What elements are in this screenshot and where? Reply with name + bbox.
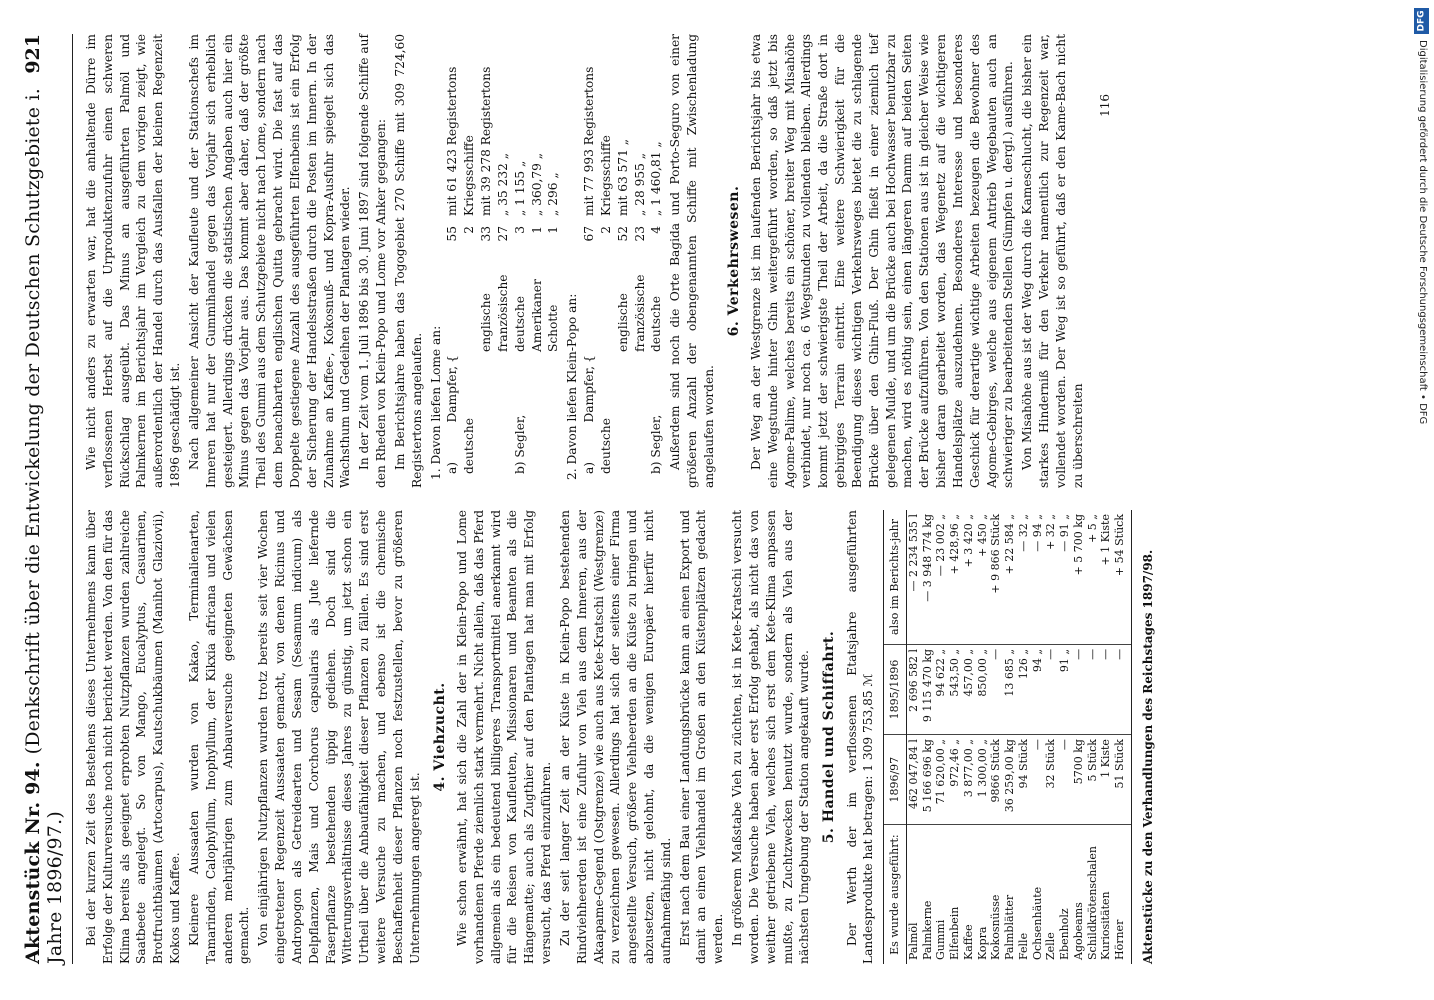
ship-row-n: 2 — [462, 226, 477, 234]
table-cell: 5 166 696 kg — [921, 735, 935, 825]
paragraph: Der Weg an der Westgrenze ist im laufenden Berichtsjahr bis etwa eine Wegstunde hinter Ghin weitergeführt worden, so daß jetzt bis Agome-Palime, welches bereits ein schöner, breiter Weg mit Misahöhe verbindet, nur noch ca. 6 Wegstunden zu vollenden bleiben. Allerdings kommt jetzt der schwierigste Theil der Arbeit, da die Straße dort in gebirgiges Terrain eintritt. Eine weitere Schwierigkeit für die Beendigung dieses wichtigen Verkehrsweges bietet die zu schlagende Brücke über den Ghin-Fluß. Der Ghin fließt in einer ziemlich tief gelegenen Mulde, und um die Brücke auch bei Hochwasser benutzbar zu machen, wird es nöthig sein, einen längeren Damm auf beiden Seiten der Brücke aufzuführen. Von den Stationen aus ist in gleicher Weise wie bisher daran gearbeitet worden, das Wegenetz auf die wichtigeren Handelsplätze auszudehnen. Besonderes Interesse und besonderes Geschick für derartige wichtige Arbeiten bezeugen die Bewohner des Agome-Gebirges, welche aus eigenem Antrieb Wegebauten auch an schwieriger zu bearbeitenden Stellen (Sümpfen u. dergl.) ausführen. — [748, 34, 1016, 488]
ship-row-nm — [598, 256, 615, 352]
signature-number: 116 — [1097, 94, 1112, 117]
table-cell: 9866 Stück — [989, 735, 1003, 825]
ship-rows — [444, 34, 511, 352]
table-cell: Elfenbein — [948, 906, 962, 960]
table-cell: Palmblätter — [1003, 894, 1017, 960]
ship-row-rest: mit 63 571 „ — [615, 138, 630, 216]
ship-row-nm — [581, 256, 598, 352]
table-cell: 13 685 „ — [1003, 644, 1017, 734]
table-cell: 2 696 582 l — [906, 644, 920, 734]
brace-icon: { — [445, 355, 460, 363]
ship-group — [648, 34, 665, 488]
table-cell: 543,50 „ — [948, 644, 962, 734]
ship-list-lome — [428, 34, 563, 488]
table-cell: + 5 700 kg — [1072, 510, 1086, 644]
table-cell: + 54 Stück — [1113, 510, 1131, 644]
dfg-logo-icon — [1414, 8, 1429, 34]
ship-group — [512, 34, 562, 488]
ship-row — [545, 34, 562, 352]
table-cell: — — [1086, 644, 1100, 734]
table-cell: 457,00 „ — [962, 644, 976, 734]
paragraph: Außerdem sind noch die Orte Bagida und Porto-Seguro von einer größeren Anzahl der obengenannten Schiffe mit Zwischenladung angelaufen worden. — [668, 34, 716, 488]
ship-row-n: 23 — [632, 226, 647, 242]
table-cell: — 94 „ — [1031, 510, 1045, 644]
table-row — [1072, 510, 1086, 964]
ship-row-rest: Kriegsschiffe — [598, 135, 613, 216]
ship-row-n: 27 — [495, 226, 510, 242]
table-cell: Ebenholz — [1058, 908, 1072, 960]
dfg-credit: Digitalisierung gefördert durch die Deutsche Forschungsgemeinschaft • DFG — [1417, 40, 1428, 425]
ship-row — [615, 34, 632, 352]
footnote: Aktenstücke zu den Verhandlungen des Reichstages 1897/98. — [1140, 549, 1155, 964]
table-cell: — — [1113, 644, 1131, 734]
table-row — [1017, 510, 1031, 964]
table-cell: 462 047,84 l — [906, 735, 920, 825]
table-cell: 71 620,00 „ — [934, 735, 948, 825]
export-table — [883, 510, 1132, 964]
table-row — [989, 510, 1003, 964]
ship-group — [581, 34, 648, 488]
table-cell: + 450 „ — [976, 510, 990, 644]
table-cell: — 23 002 „ — [934, 510, 948, 644]
ship-row — [648, 34, 665, 352]
table-cell: 91 „ — [1058, 644, 1072, 734]
ship-list-heading: 2. Davon liefen Klein-Popo an: — [565, 293, 580, 480]
ship-row-nm: deutsche — [649, 296, 664, 352]
paragraph: Von einjährigen Nutzpflanzen wurden trotz bereits seit vier Wochen eingetretener Regenzeit Aussaaten gemacht, von denen Ricinus und Andropogon als Getreidearten und Sesam (Sesamum indicum) als Delpflanzen, Mais und Corchorus capsularis als Jute liefernde Faserpflanze bestehenden üppig gediehen. Doch sind die Witterungsverhältnisse dieses Jahres zu günstig, um jetzt schon ein Urtheil über die Anbaufähigkeit dieser Pflanzen zu fällen. Es sind erst weitere Versuche zu machen, und ebenso ist die chemische Beschaffenheit dieser Pflanzen noch festzustellen, bevor zu größeren Unternehmungen angeregt ist. — [256, 510, 422, 964]
table-cell: 126 „ — [1017, 644, 1031, 734]
brace-icon — [512, 352, 562, 366]
dfg-strip — [1412, 8, 1432, 448]
table-cell: 1 300,00 „ — [976, 735, 990, 825]
ship-row — [512, 34, 529, 352]
table-cell: Kopra — [975, 926, 989, 960]
dfg-logo-text: DFG — [1416, 10, 1427, 32]
table-cell: 9 115 470 kg — [921, 644, 935, 734]
ship-row-nm: deutsche — [512, 296, 527, 352]
table-cell: 1 Kiste — [1099, 735, 1113, 825]
table-cell: + 1 Kiste — [1099, 510, 1113, 644]
document-number: Aktenstück Nr. 94. — [22, 761, 44, 964]
table-header: also im Berichts-jahr — [884, 510, 907, 644]
paragraph: Wie nicht anders zu erwarten war, hat die anhaltende Dürre im verflossenen Herbst auf die Urproduktenzufuhr einen schweren Rückschlag ausgeübt. Das Minus an ausgeführten Palmöl und Palmkernen im Berichtsjahr im Vergleich zu dem vorigen zeigt, wie außerordentlich der Handel durch das Ausfallen der kleinen Regenzeit 1896 geschädigt ist. — [84, 34, 183, 488]
table-row — [1044, 510, 1058, 964]
ship-rows — [581, 34, 648, 352]
section-heading-handel: 5. Handel und Schiffahrt. — [821, 630, 838, 844]
table-header: 1895/1896 — [884, 644, 907, 734]
paragraph: Der Werth der im verflossenen Etatsjahre ausgeführten Landesprodukte hat betragen: 1 309 753,85 ℳ — [844, 510, 876, 964]
ship-row-n: 1 — [546, 226, 561, 234]
ship-row-n: 4 — [649, 226, 664, 234]
table-cell: Zelle — [1044, 932, 1058, 960]
table-row — [948, 510, 962, 964]
paragraph: Kleinere Aussaaten wurden von Kakao, Terminalienarten, Tamarinden, Calophyllum, Inophyllum, der Kikxia africana und vielen anderen mehrjährigen zum Anbauversuche geeigneten Gewächsen gemacht. — [186, 510, 252, 964]
table-cell: Schildkrötenschalen — [1085, 846, 1099, 960]
ship-group-label: a) Dampfer, deutsche — [445, 366, 477, 474]
table-cell: — — [1031, 735, 1045, 825]
ship-group — [444, 34, 511, 488]
paragraph: Bei der kurzen Zeit des Bestehens dieses Unternehmens kann über Erfolge der Kulturversuche noch nicht berichtet werden. Von den für das Klima bereits als geeignet erprobten Nutzpflanzen wurden zahlreiche Saatbeete angelegt. So von Mango, Eucalyptus, Casuarinen, Brotfruchtbäumen (Artocarpus), Kautschukbäumen (Manihot Glaziovii), Kokos und Kaffee. — [84, 510, 183, 964]
table-cell: 3 877,00 „ — [962, 735, 976, 825]
table-cell: 51 Stück — [1113, 735, 1131, 825]
table-cell: Gummi — [934, 919, 948, 960]
ship-group-label: b) Segler, — [649, 414, 664, 474]
ship-row — [495, 34, 512, 352]
table-row — [906, 510, 920, 964]
ship-row-rest: „ 35 232 „ — [495, 152, 510, 216]
table-row — [1003, 510, 1017, 964]
table-cell: — 3 948 774 kg — [921, 510, 935, 644]
table-cell: + 22 584 „ — [1003, 510, 1017, 644]
ship-row — [529, 34, 546, 352]
ship-row-nm — [461, 256, 478, 352]
table-row — [962, 510, 976, 964]
table-header: Es wurde ausgeführt: — [884, 825, 907, 964]
ship-row-nm: französische — [632, 274, 647, 352]
table-cell: 5 Stück — [1086, 735, 1100, 825]
paragraph: In der Zeit vom 1. Juli 1896 bis 30. Juni 1897 sind folgende Schiffe auf den Rheden von Klein-Popo und Lome vor Anker gegangen: — [357, 34, 389, 488]
paragraph: Wie schon erwähnt, hat sich die Zahl der in Klein-Popo und Lome vorhandenen Pferde ziemlich stark vermehrt. Nicht allein, daß das Pferd allgemein als ein bedeutend billigeres Transportmittel anerkannt wird für die Reisen von Kaufleuten, Missionaren und Beamten als die Hängematte; auch als Zugthier auf den Plantagen hat man mit Erfolg versucht, das Pferd einzuführen. — [454, 510, 554, 964]
table-row — [1113, 510, 1131, 964]
table-row — [1099, 510, 1113, 964]
brace-icon — [648, 352, 665, 366]
ship-row-n: 3 — [512, 226, 527, 234]
ship-row-rest: „ 296 „ — [546, 172, 561, 216]
ship-row-n: 55 — [445, 226, 460, 242]
document-title: (Denkschrift über die Entwickelung der Deutschen Schutzgebiete i. Jahre 1896/97.) — [22, 88, 66, 964]
paragraph: Nach allgemeiner Ansicht der Kaufleute und der Stationschefs im Inneren hat nur der Gummihandel gegen das Vorjahr sich erheblich gesteigert. Allerdings drücken die statistischen Angaben auch hier ein Minus gegen das Vorjahr aus. Das kommt aber daher, daß der größte Theil des Gummi aus dem Schutzgebiete nicht nach Lome, sondern nach dem benachbarten englischen Quitta gebracht wird. Die fast auf das Doppelte gestiegene Anzahl des ausgeführten Elfenbeins ist ein Erfolg der Sicherung der Handelsstraßen durch die Posten im Innern. In der Zunahme an Kaffee-, Kokosnuß- und Kopra-Ausfuhr spiegelt sich das Wachsthum und Gedeihen der Plantagen wieder. — [186, 34, 353, 488]
table-row — [934, 510, 948, 964]
table-row — [1031, 510, 1045, 964]
table-cell: — — [989, 644, 1003, 734]
ship-row-n: 33 — [479, 226, 494, 242]
table-cell: 850,00 „ — [976, 644, 990, 734]
page-header — [22, 34, 73, 964]
table-cell: 5700 kg — [1072, 735, 1086, 825]
table-cell: + 5 „ — [1086, 510, 1100, 644]
ship-row-n: 67 — [582, 226, 597, 242]
table-row — [976, 510, 990, 964]
table-cell: — — [1044, 644, 1058, 734]
table-cell: 36 259,00 kg — [1003, 735, 1017, 825]
running-title — [22, 74, 66, 964]
table-cell: 94 Stück — [1017, 735, 1031, 825]
ship-row-rest: mit 61 423 Registertons — [445, 66, 460, 216]
document-page — [4, 4, 1424, 996]
ship-row — [478, 34, 495, 352]
ship-row — [632, 34, 649, 352]
ship-row — [598, 34, 615, 352]
paragraph: Erst nach dem Bau einer Landungsbrücke kann an einen Export und damit an einen Viehhandel im Großen an den Küstenplätzen gedacht werden. — [677, 510, 726, 964]
ship-row-rest: „ 1 155 „ — [512, 160, 527, 216]
paragraph: In größerem Maßstabe Vieh zu züchten, ist in Kete-Kratschi versucht worden. Die Versuche haben aber erst Erfolg gehabt, als nicht das von weither getriebene Vieh, welches sich erst dem Kete-Klima anpassen mußte, zu Zuchtzwecken benutzt wurde, sondern als Vieh aus der nächsten Umgebung der Station angekauft wurde. — [730, 510, 812, 964]
ship-row-rest: Kriegsschiffe — [462, 135, 477, 216]
ship-row-nm: Schotte — [546, 304, 561, 352]
ship-row-n: 2 — [598, 226, 613, 234]
table-cell: 972,46 „ — [948, 735, 962, 825]
table-cell: Palmkerne — [920, 900, 934, 960]
table-row — [1086, 510, 1100, 964]
table-cell: 94 „ — [1031, 644, 1045, 734]
ship-list-heading: 1. Davon liefen Lome an: — [428, 325, 443, 480]
table-cell: — 2 234 535 l — [906, 510, 920, 644]
ship-group-label: a) Dampfer, deutsche — [582, 366, 613, 474]
ship-row-n: 1 — [529, 226, 544, 234]
left-column — [83, 510, 1157, 964]
table-cell: — — [1072, 644, 1086, 734]
table-cell: — 91 „ — [1058, 510, 1072, 644]
table-cell: + 32 „ — [1044, 510, 1058, 644]
ship-row — [461, 34, 478, 352]
export-table-body — [906, 510, 1131, 964]
table-cell: + 428,96 „ — [948, 510, 962, 644]
ship-list-klein-popo — [564, 34, 665, 488]
table-row — [1058, 510, 1072, 964]
table-cell: Felle — [1016, 932, 1030, 960]
table-cell: Agobeams — [1071, 902, 1085, 960]
section-heading-viehzucht: 4. Viehzucht. — [431, 682, 448, 792]
table-cell: 94 622 „ — [934, 644, 948, 734]
table-cell: Palmöl — [906, 922, 920, 960]
ship-group-label: b) Segler, — [512, 414, 527, 474]
section-heading-verkehrswesen: 6. Verkehrswesen. — [725, 185, 742, 337]
table-cell: + 9 866 Stück — [989, 510, 1003, 644]
table-row — [921, 510, 935, 964]
table-cell: Kuriositäten — [1099, 891, 1113, 960]
ship-row — [581, 34, 598, 352]
ship-row-nm: französische — [495, 274, 510, 352]
ship-row — [444, 34, 461, 352]
ship-row-nm: englische — [615, 293, 630, 352]
table-cell: Ochsenhäute — [1030, 886, 1044, 960]
ship-row-nm: englische — [479, 293, 494, 352]
table-cell: — — [1099, 644, 1113, 734]
table-cell: — 32 „ — [1017, 510, 1031, 644]
brace-icon: { — [582, 355, 597, 363]
ship-rows — [648, 34, 665, 352]
table-cell: Kaffee — [961, 924, 975, 960]
paragraph: Zu der seit langer Zeit an der Küste in Klein-Popo bestehenden Rindviehheerden ist eine Zufuhr von Vieh aus dem Inneren, aus der Akaapame-Gegend (Ostgrenze) wie auch aus Kete-Kratschi (Westgrenze) zu verzeichnen gewesen. Allerdings hat sich der seitens einer Firma angestellte Versuch, größere Viehheerden an die Küste zu bringen und abzusetzen, nicht gelohnt, da die wenigen Europäer hierfür nicht aufnahmefähig sind. — [557, 510, 673, 964]
ship-row-rest: „ 1 460,81 „ — [649, 141, 664, 216]
ship-row-nm: Amerikaner — [529, 279, 544, 352]
table-cell: 32 Stück — [1044, 735, 1058, 825]
table-header: 1896/97 — [884, 735, 907, 825]
page-number: 921 — [22, 34, 44, 74]
table-cell: + 3 420 „ — [962, 510, 976, 644]
ship-row-nm — [444, 256, 461, 352]
ship-row-rest: „ 360,79 „ — [529, 152, 544, 216]
table-cell: Hörner — [1113, 825, 1131, 964]
table-cell: Kokosnüsse — [989, 894, 1003, 960]
paragraph: Im Berichtsjahre haben das Togogebiet 270 Schiffe mit 309 724,60 Registertons angelaufen. — [392, 34, 424, 488]
ship-row-n: 52 — [615, 226, 630, 242]
ship-row-rest: mit 77 993 Registertons — [582, 66, 597, 216]
right-column — [83, 34, 1157, 488]
ship-row-rest: „ 28 955 „ — [632, 152, 647, 216]
ship-row-rest: mit 39 278 Registertons — [479, 66, 494, 216]
table-cell: — — [1058, 735, 1072, 825]
ship-rows — [512, 34, 562, 352]
paragraph: Von Misahöhe aus ist der Weg durch die Kameschlucht, die bisher ein starkes Hinderniß für den Verkehr namentlich zur Regenzeit war, vollendet worden. Der Weg ist so geführt, daß er den Kame-Bach nicht zu überschreiten — [1020, 34, 1085, 488]
